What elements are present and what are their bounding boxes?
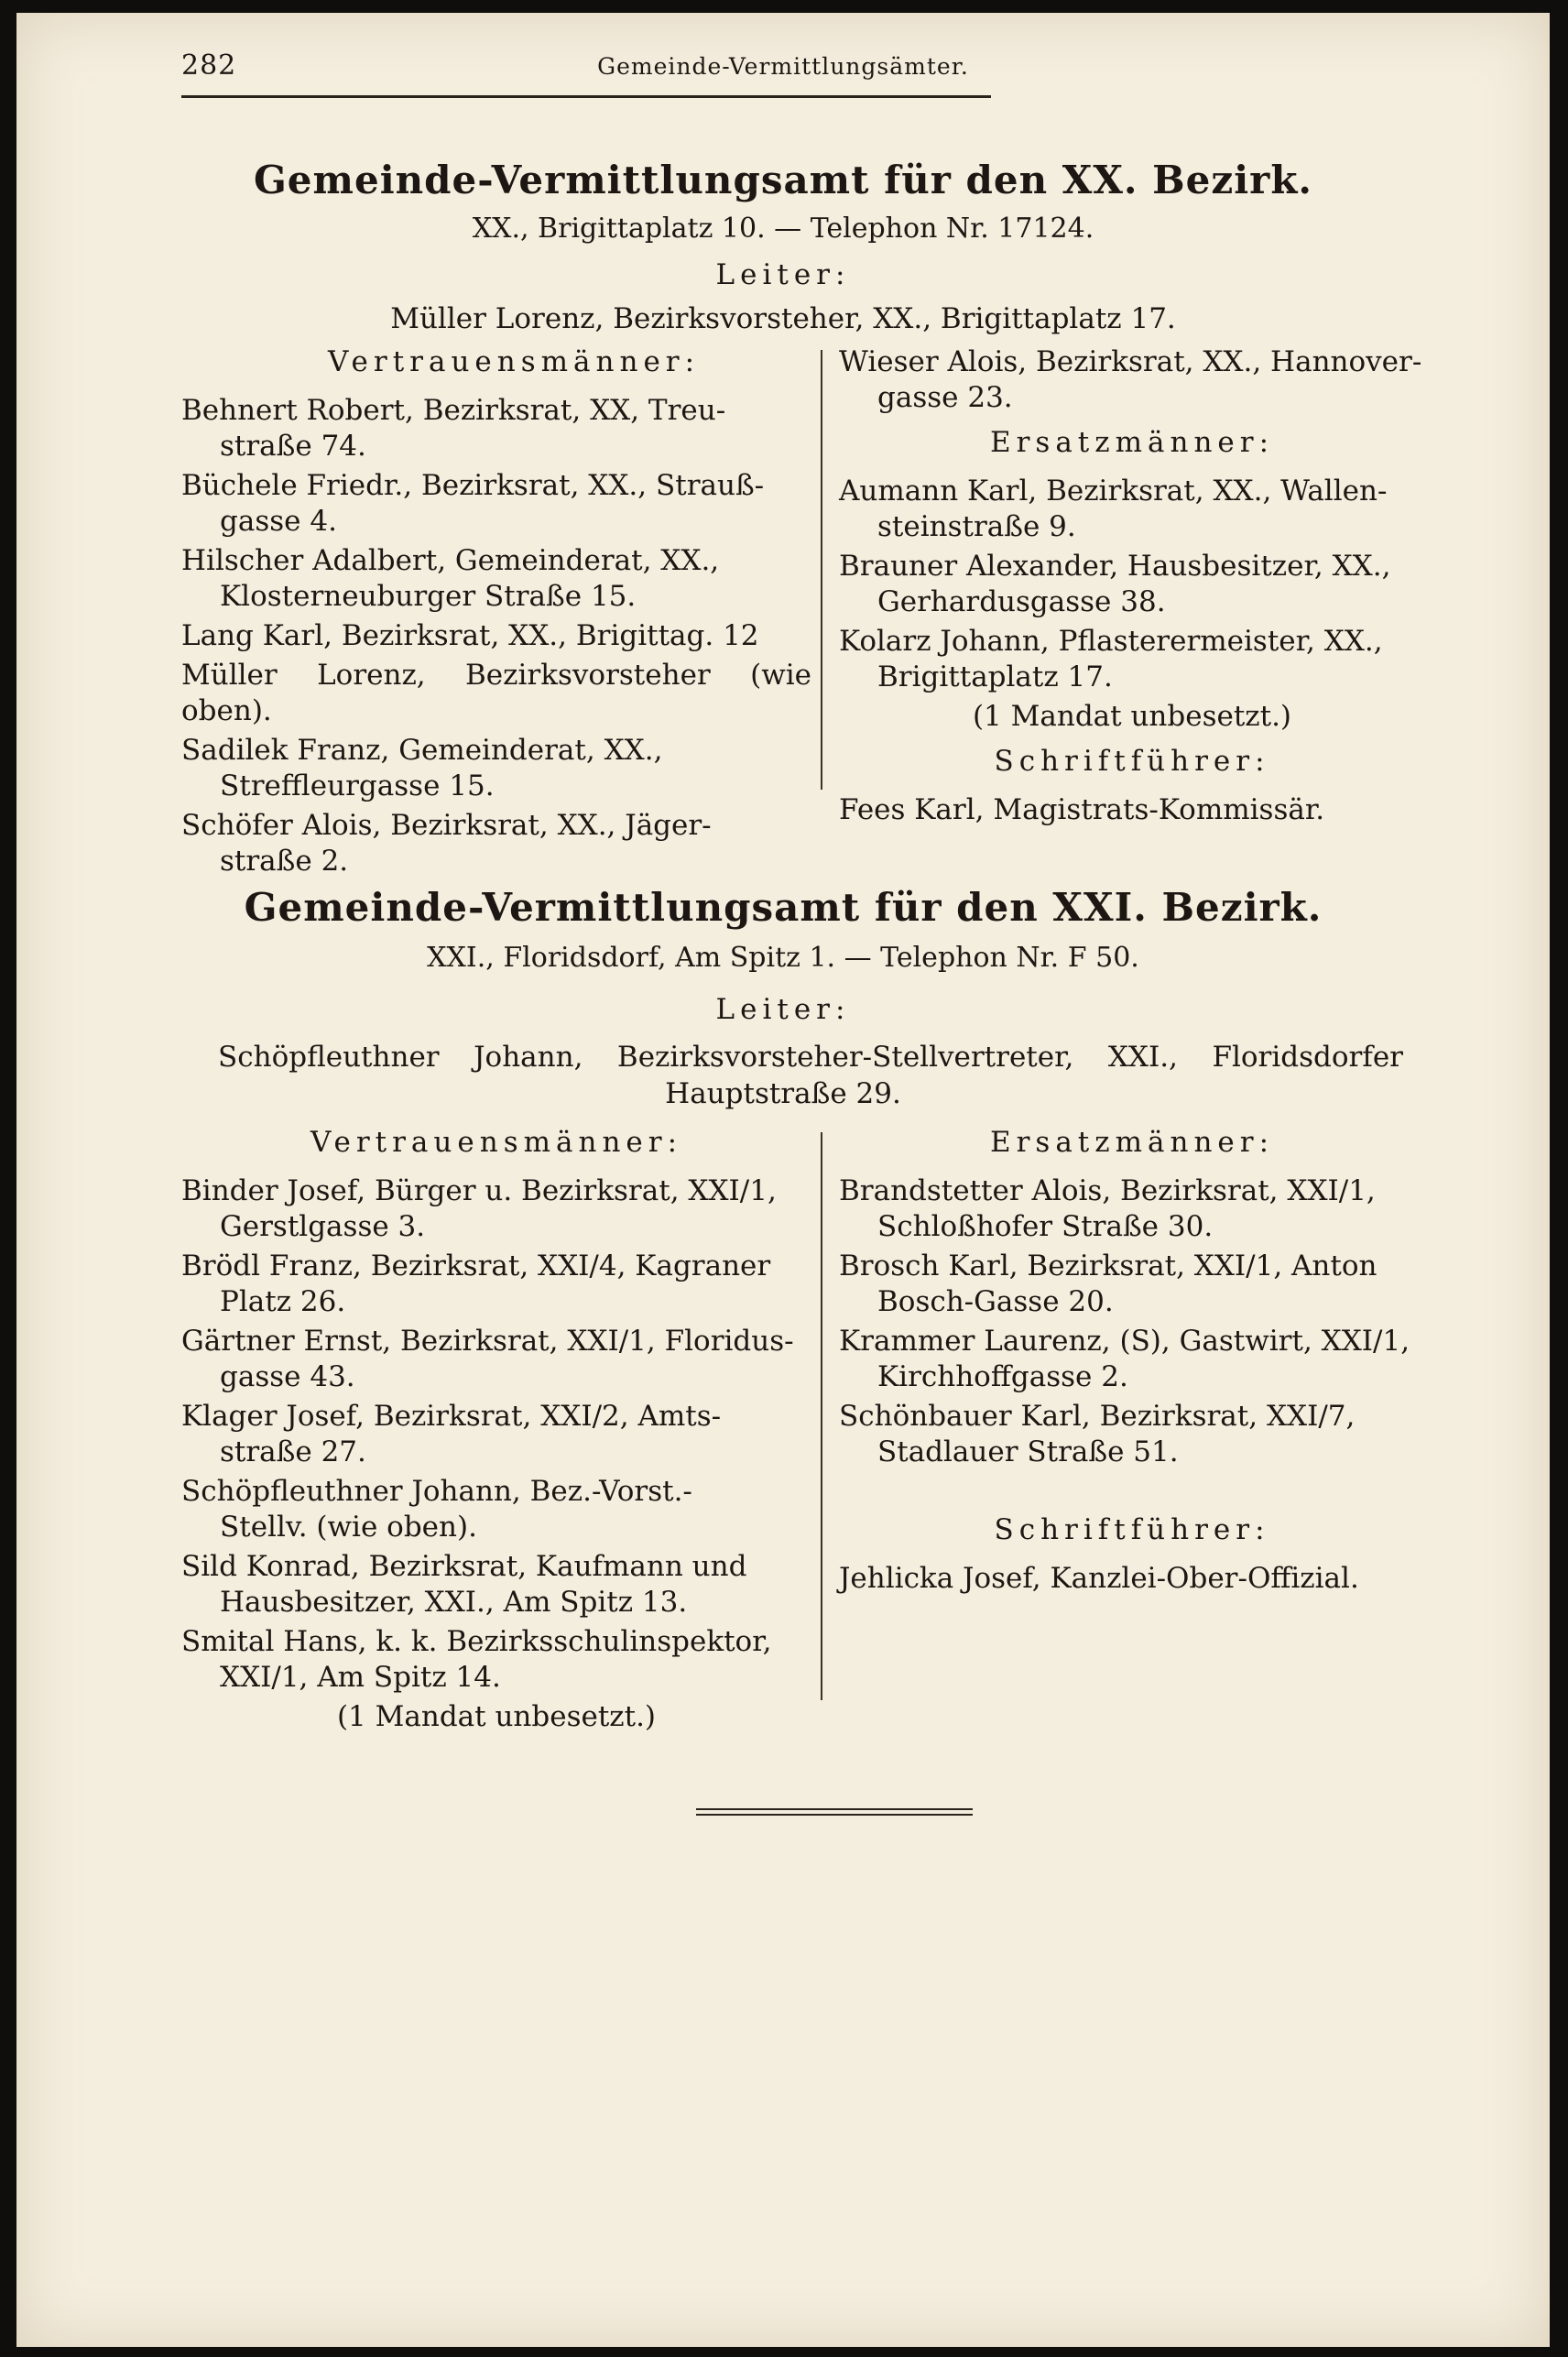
section-xx-leiter: Müller Lorenz, Bezirksvorsteher, XX., Brigittaplatz 17. — [390, 302, 1176, 335]
section-xx-leiter-heading: Leiter: — [715, 258, 851, 291]
section-xx-column-divider — [821, 350, 822, 790]
list-item: Schöfer Alois, Bezirksrat, XX., Jäger- straße 2. — [181, 809, 712, 878]
header-rule — [181, 95, 991, 98]
list-item: Binder Josef, Bürger u. Bezirksrat, XXI/1, Gerstlgasse 3. — [181, 1174, 777, 1243]
section-xx-right-column — [839, 344, 1425, 832]
section-xxi-address: XXI., Floridsdorf, Am Spitz 1. — Telephon Nr. F 50. — [427, 942, 1139, 974]
list-item: Behnert Robert, Bezirksrat, XX, Treu- straße 74. — [181, 394, 726, 463]
list-item: Wieser Alois, Bezirksrat, XX., Hannover- gasse 23. — [839, 345, 1422, 414]
section-xxi-leiter-heading: Leiter: — [715, 993, 851, 1026]
section-xx-ersatz-note: (1 Mandat unbesetzt.) — [972, 700, 1292, 733]
section-xx-left-column — [181, 344, 811, 883]
section-xx-address: XX., Brigittaplatz 10. — Telephon Nr. 17124. — [472, 213, 1094, 245]
section-xxi-schriftfuehrer: Jehlicka Josef, Kanzlei-Ober-Offizial. — [839, 1562, 1359, 1595]
section-xxi-title: Gemeinde-Vermittlungsamt für den XXI. Bezirk. — [244, 885, 1323, 930]
section-xx-schrift-heading: Schriftführer: — [994, 745, 1270, 778]
page — [16, 13, 1550, 2347]
list-item: Schöpfleuthner Johann, Bez.-Vorst.- Stellv. (wie oben). — [181, 1475, 692, 1544]
section-xxi-ersatz-heading: Ersatzmänner: — [989, 1126, 1275, 1159]
list-item: Klager Josef, Bezirksrat, XXI/2, Amts- straße 27. — [181, 1400, 722, 1468]
section-xx-vertrauensmaenner-heading: Vertrauensmänner: — [328, 345, 701, 378]
list-item: Brandstetter Alois, Bezirksrat, XXI/1, Schloßhofer Straße 30. — [839, 1174, 1376, 1243]
list-item: Brauner Alexander, Hausbesitzer, XX., Gerhardusgasse 38. — [839, 550, 1391, 618]
section-xxi-leiter-line2: Hauptstraße 29. — [665, 1077, 901, 1110]
section-xxi-schrift-heading: Schriftführer: — [994, 1513, 1270, 1546]
list-item: Lang Karl, Bezirksrat, XX., Brigittag. 12 — [181, 619, 759, 652]
list-item: Sild Konrad, Bezirksrat, Kaufmann und Hausbesitzer, XXI., Am Spitz 13. — [181, 1550, 747, 1619]
section-xx-title: Gemeinde-Vermittlungsamt für den XX. Bezirk. — [253, 158, 1313, 202]
list-item: Brödl Franz, Bezirksrat, XXI/4, Kagraner Platz 26. — [181, 1249, 771, 1318]
section-xx-ersatz-heading: Ersatzmänner: — [989, 426, 1275, 459]
running-title: Gemeinde-Vermittlungsämter. — [597, 53, 969, 80]
section-xxi-leiter-line1: Schöpfleuthner Johann, Bezirksvorsteher-Stellvertreter, XXI., Floridsdorfer — [218, 1041, 1403, 1074]
section-xx-schriftfuehrer: Fees Karl, Magistrats-Kommissär. — [839, 793, 1325, 826]
list-item: Krammer Laurenz, (S), Gastwirt, XXI/1, Kirchhoffgasse 2. — [839, 1325, 1410, 1393]
section-xxi-right-column — [839, 1125, 1425, 1600]
section-xxi-column-divider — [821, 1132, 822, 1700]
list-item: Brosch Karl, Bezirksrat, XXI/1, Anton Bosch-Gasse 20. — [839, 1249, 1377, 1318]
list-item: Büchele Friedr., Bezirksrat, XX., Strauß- gasse 4. — [181, 469, 765, 538]
list-item: Kolarz Johann, Pflasterermeister, XX., Brigittaplatz 17. — [839, 625, 1383, 693]
section-xxi-left-note: (1 Mandat unbesetzt.) — [336, 1700, 657, 1733]
list-item: Sadilek Franz, Gemeinderat, XX., Streffleurgasse 15. — [181, 734, 663, 802]
list-item: Gärtner Ernst, Bezirksrat, XXI/1, Floridus- gasse 43. — [181, 1325, 794, 1393]
section-xxi-left-column — [181, 1125, 811, 1735]
page-number: 282 — [181, 49, 237, 82]
end-rule-bottom — [696, 1814, 973, 1816]
list-item: Aumann Karl, Bezirksrat, XX., Wallen- steinstraße 9. — [839, 475, 1388, 543]
section-xxi-vertrauensmaenner-heading: Vertrauensmänner: — [310, 1126, 683, 1159]
end-rule-top — [696, 1808, 973, 1810]
list-item: Smital Hans, k. k. Bezirksschulinspektor, XXI/1, Am Spitz 14. — [181, 1625, 772, 1694]
list-item: Müller Lorenz, Bezirksvorsteher (wie oben). — [181, 659, 811, 727]
list-item: Schönbauer Karl, Bezirksrat, XXI/7, Stadlauer Straße 51. — [839, 1400, 1356, 1468]
list-item: Hilscher Adalbert, Gemeinderat, XX., Klosterneuburger Straße 15. — [181, 544, 720, 613]
